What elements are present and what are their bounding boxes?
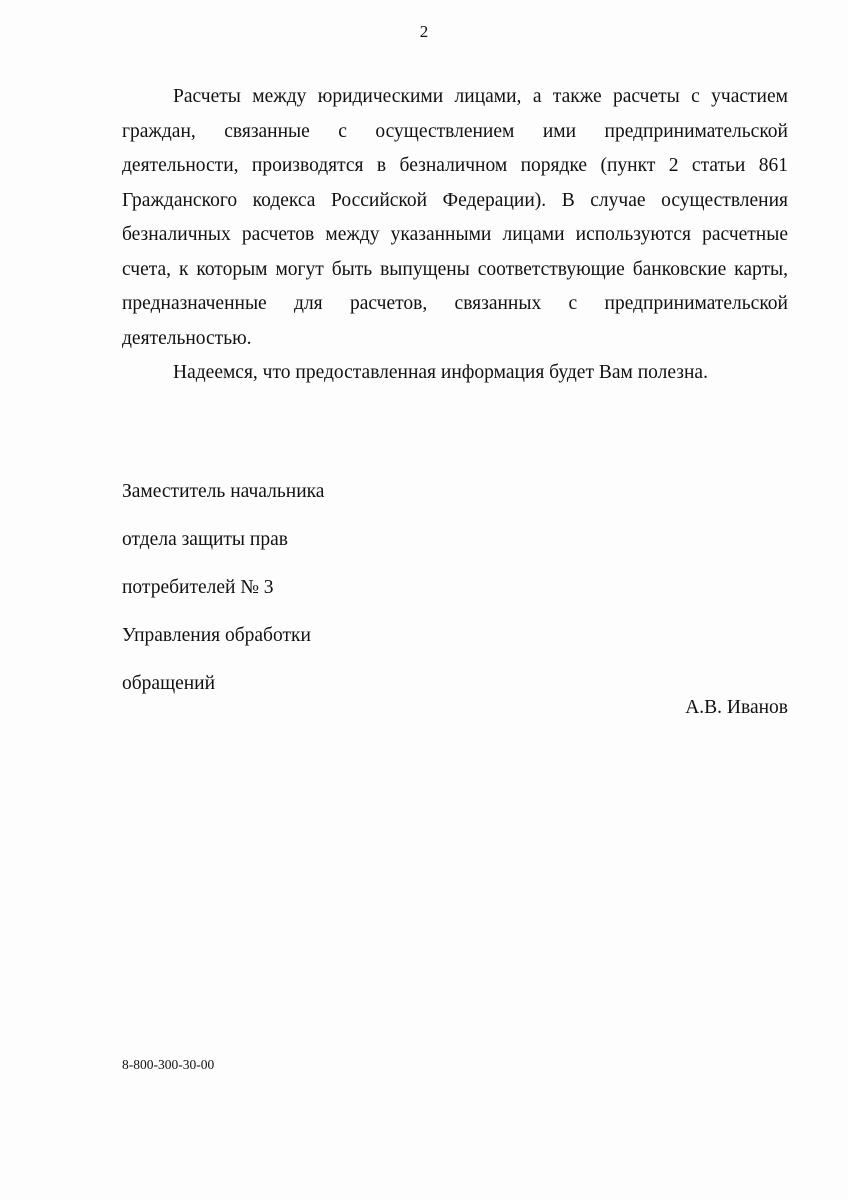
page-number: 2 (419, 22, 429, 41)
signatory-position-line: Управления обработки (122, 625, 311, 646)
signatory-position (122, 456, 788, 720)
signature-block (122, 456, 788, 720)
signatory-position-line: потребителей № 3 (122, 577, 274, 598)
signatory-position-line: Заместитель начальника (122, 481, 325, 502)
paragraph-closing: Надеемся, что предоставленная информация будет Вам полезна. (173, 362, 708, 383)
contact-phone: 8-800-300-30-00 (122, 1057, 215, 1072)
signatory-name: А.В. Иванов (685, 697, 788, 718)
signatory-position-line: отдела защиты прав (122, 529, 288, 550)
signatory-position-line: обращений (122, 673, 216, 694)
paragraph-payments: Расчеты между юридическими лицами, а также расчеты с участием граждан, связанные с осуществлением ими предпринимательской деятельности, производятся в безналичном порядке (пункт 2 статьи 861 Гражданского кодекса Российской Федерации). В случае осуществления безналичных расчетов между указанными лицами используются расчетные счета, к которым могут быть выпущены соответствующие банковские карты, предназначенные для расчетов, связанных с предпринимательской деятельностью. (122, 86, 788, 349)
letter-body (122, 80, 788, 391)
